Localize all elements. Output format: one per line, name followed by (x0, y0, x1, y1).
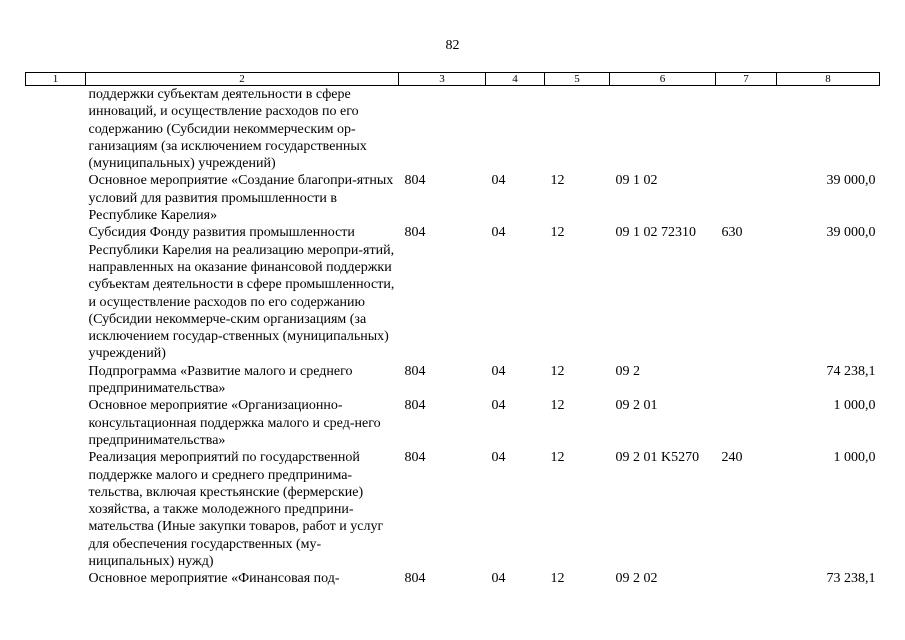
column-header-2: 2 (86, 73, 399, 86)
table-header (26, 73, 880, 86)
column-header-4: 4 (486, 73, 545, 86)
expense-type-code (716, 363, 777, 398)
table-row (26, 449, 880, 570)
row-index-cell (26, 224, 86, 362)
item-name: Основное мероприятие «Организационно-консультационная поддержка малого и сред-него предпринимательства» (88, 398, 381, 448)
column-header-5: 5 (545, 73, 610, 86)
ministry-code: 804 (404, 173, 426, 189)
item-name: Основное мероприятие «Создание благопри-ятных условий для развития промышленности в Республике Карелия» (88, 173, 394, 224)
expense-type-code: 240 (721, 450, 743, 466)
expense-type-code (716, 172, 777, 224)
section-code: 04 (491, 450, 506, 466)
table-row (26, 397, 880, 449)
table-row (26, 224, 880, 362)
expense-type-code (716, 397, 777, 449)
subsection-code: 12 (550, 571, 565, 587)
row-index-cell (26, 449, 86, 570)
subsection-code: 12 (550, 173, 565, 189)
item-name: Подпрограмма «Развитие малого и среднего предпринимательства» (88, 363, 353, 397)
target-article-code (610, 86, 716, 173)
section-code (486, 86, 545, 173)
ministry-code: 804 (404, 398, 426, 414)
section-code: 04 (491, 173, 506, 189)
ministry-code: 804 (404, 225, 426, 241)
target-article-code: 09 2 (615, 363, 640, 379)
section-code: 04 (491, 571, 506, 587)
subsection-code: 12 (550, 398, 565, 414)
amount: 73 238,1 (826, 571, 876, 587)
expense-type-code (716, 570, 777, 587)
expense-type-code: 630 (721, 225, 743, 241)
row-index-cell (26, 172, 86, 224)
row-index-cell (26, 570, 86, 587)
ministry-code: 804 (404, 363, 426, 379)
target-article-code: 09 1 02 (615, 173, 658, 189)
item-name: Реализация мероприятий по государственной поддержке малого и среднего предпринима-тельства, включая крестьянские (фермерские) хозяйства, а также молодежного предприни-мательства (Иные закупки товаров, работ и услуг для обеспечения государственных (му-ниципальных) нужд) (88, 450, 384, 570)
section-code: 04 (491, 398, 506, 414)
target-article-code: 09 2 01 K5270 (615, 450, 700, 466)
ministry-code (399, 86, 486, 173)
item-name: Основное мероприятие «Финансовая под- (88, 571, 340, 587)
table-row (26, 86, 880, 173)
row-index-cell (26, 86, 86, 173)
row-index-cell (26, 397, 86, 449)
target-article-code: 09 1 02 72310 (615, 225, 696, 241)
amount: 39 000,0 (826, 173, 876, 189)
subsection-code: 12 (550, 450, 565, 466)
column-header-7: 7 (716, 73, 777, 86)
page-number: 82 (445, 38, 460, 53)
target-article-code: 09 2 01 (615, 398, 658, 414)
header-row (26, 73, 880, 86)
column-header-6: 6 (610, 73, 716, 86)
ministry-code: 804 (404, 571, 426, 587)
amount: 1 000,0 (833, 398, 876, 414)
table-body (26, 86, 880, 588)
target-article-code: 09 2 02 (615, 571, 658, 587)
section-code: 04 (491, 363, 506, 379)
amount: 39 000,0 (826, 225, 876, 241)
table-row (26, 363, 880, 398)
table-row (26, 172, 880, 224)
ministry-code: 804 (404, 450, 426, 466)
subsection-code (545, 86, 610, 173)
column-header-8: 8 (777, 73, 880, 86)
column-header-3: 3 (399, 73, 486, 86)
amount: 74 238,1 (826, 363, 876, 379)
column-header-1: 1 (26, 73, 86, 86)
row-index-cell (26, 363, 86, 398)
section-code: 04 (491, 225, 506, 241)
subsection-code: 12 (550, 225, 565, 241)
budget-table (25, 72, 880, 588)
item-name: поддержки субъектам деятельности в сфере инноваций, и осуществление расходов по его содержанию (Субсидии некоммерческим ор-ганизациям (за исключением государственных (муниципальных) учреждений) (88, 87, 367, 172)
item-name: Субсидия Фонду развития промышленности Республики Карелия на реализацию меропри-ятий, направленных на оказание финансовой поддержки субъектам деятельности в сфере промышленности, и осуществление расходов по его содержанию (Субсидии некоммерче-ским организациям (за исключением государ-ственных (муниципальных) учреждений) (88, 225, 395, 362)
amount (777, 86, 880, 173)
amount: 1 000,0 (833, 450, 876, 466)
expense-type-code (716, 86, 777, 173)
table-row (26, 570, 880, 587)
subsection-code: 12 (550, 363, 565, 379)
